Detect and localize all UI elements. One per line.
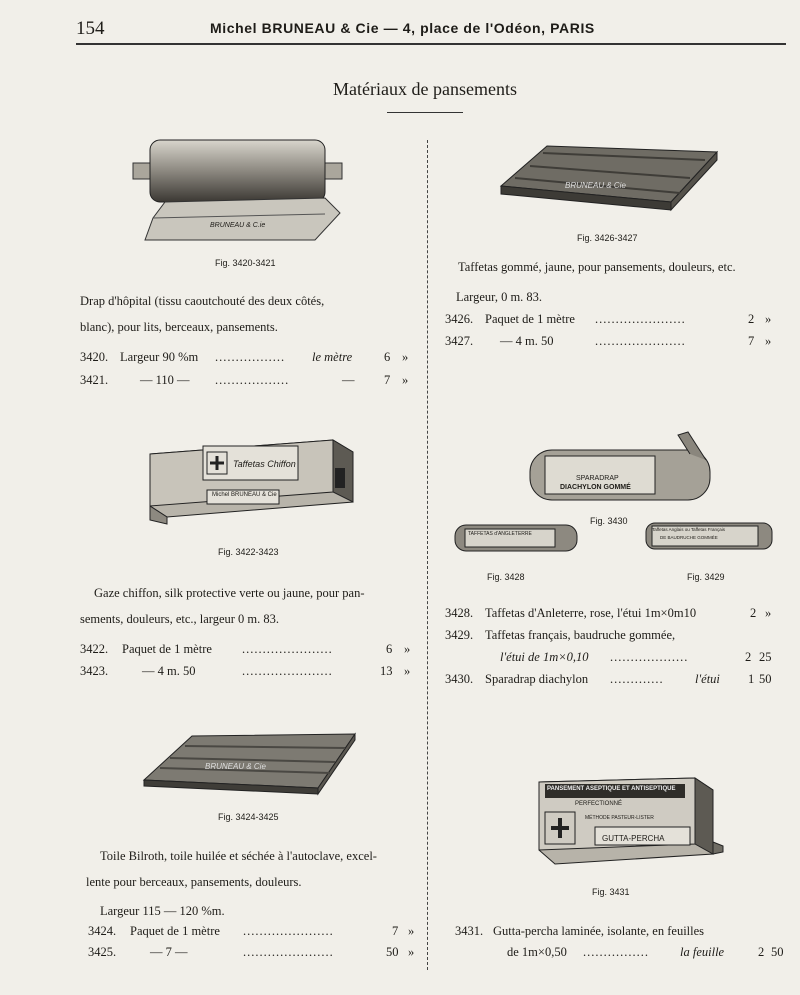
item-price: 6 [386,642,393,656]
item-number: 3430. [445,672,474,686]
desc-line: Gaze chiffon, silk protective verte ou jaune, pour pan- [94,586,365,600]
item-price: 6 [384,350,391,364]
price-mark: » [404,664,411,678]
item-label: — 4 m. 50 [142,664,196,678]
width-line: Largeur 115 — 120 %m. [100,904,225,918]
item-price: 2 [748,312,755,326]
tube-label: DIACHYLON GOMMÉ [560,484,631,491]
price-row [445,606,785,628]
leader-dots: ............. [610,672,664,686]
price-mark: » [402,350,409,364]
item-unit: le mètre [312,350,353,364]
leader-dots: ...................... [595,334,686,348]
price-row [445,650,785,672]
page-number: 154 [76,18,105,39]
fig-caption: Fig. 3422-3423 [218,547,279,557]
item-price: 50 [386,945,399,959]
desc-line: sements, douleurs, etc., largeur 0 m. 83. [80,612,280,626]
price-row [455,945,795,967]
price-mark: 25 [759,650,772,664]
item-label: Taffetas d'Anleterre, rose, l'étui 1m×0m10 [485,606,697,620]
item-number: 3422. [80,642,109,656]
item-label: Paquet de 1 mètre [485,312,575,326]
title-rule [387,112,463,113]
item-label: Sparadrap diachylon [485,672,589,686]
box-maker: Michel BRUNEAU & Cie [212,492,277,498]
item-number: 3431. [455,924,484,938]
item-number: 3421. [80,373,109,387]
header-rule [76,43,786,45]
price-row [80,642,410,664]
price-row [445,312,785,334]
price-mark: » [402,373,409,387]
fig-caption: Fig. 3426-3427 [577,233,638,243]
fig-stamp: BRUNEAU & C.ie [210,222,266,229]
fig-caption: Fig. 3431 [592,887,630,897]
fig-caption: Fig. 3428 [487,572,525,582]
leader-dots: ...................... [242,664,333,678]
item-label: de 1m×0,50 [507,945,567,959]
box-label: MÉTHODE PASTEUR-LISTER [585,815,654,821]
price-row [88,924,418,946]
leader-dots: ...................... [243,924,334,938]
price-mark: » [404,642,411,656]
item-label: — 7 — [150,945,188,959]
page-title: Matériaux de pansements [333,79,517,99]
desc-line: Toile Bilroth, toile huilée et séchée à l'autoclave, excel- [100,849,377,863]
tube-label: TAFFETAS d'ANGLETERRE [468,531,532,537]
fig-caption: Fig. 3424-3425 [218,812,279,822]
leader-dots: ...................... [242,642,333,656]
fig-caption: Fig. 3429 [687,572,725,582]
item-label: Largeur 90 %m [120,350,199,364]
leader-dots: ................. [215,350,286,364]
fig-stamp: BRUNEAU & Cie [205,762,266,771]
box-label: GUTTA-PERCHA [602,834,665,843]
desc-line: blanc), pour lits, berceaux, pansements. [80,320,278,334]
item-unit: la feuille [680,945,725,959]
fig-stack-illustration [495,138,725,218]
desc-line: lente pour berceaux, pansements, douleurs. [86,875,302,889]
leader-dots: ................... [610,650,689,664]
item-unit: — [342,373,355,387]
product-description [80,580,424,632]
desc-line: Drap d'hôpital (tissu caoutchouté des deux côtés, [80,294,325,308]
price-row [445,628,785,650]
item-price: 2 [745,650,752,664]
tube-label: SPARADRAP [576,475,619,482]
product-description [86,843,430,895]
item-label: — 4 m. 50 [500,334,554,348]
price-mark: » [765,606,772,620]
item-price: 13 [380,664,393,678]
leader-dots: .................. [215,373,290,387]
price-row [80,373,410,395]
price-row [80,350,410,372]
product-description: Taffetas gommé, jaune, pour pansements, douleurs, etc. [458,260,736,274]
price-mark: » [408,945,415,959]
item-number: 3425. [88,945,117,959]
item-price: 2 [750,606,757,620]
price-row [445,672,785,694]
price-mark: » [765,312,772,326]
item-label: Paquet de 1 mètre [122,642,212,656]
item-price: 1 [748,672,755,686]
box-label: PANSEMENT ASEPTIQUE ET ANTISEPTIQUE [547,786,676,792]
leader-dots: ...................... [243,945,334,959]
item-number: 3426. [445,312,474,326]
tube-label: Taffetas Anglais ou Taffetas Français [652,527,726,532]
fig-stamp: BRUNEAU & Cie [565,181,626,190]
price-mark: 50 [771,945,784,959]
price-row [88,945,418,967]
page-header: Michel BRUNEAU & Cie — 4, place de l'Odéon, PARIS [210,20,595,36]
item-label: l'étui de 1m×0,10 [500,650,589,664]
price-mark: » [408,924,415,938]
fig-caption: Fig. 3420-3421 [215,258,276,268]
item-number: 3423. [80,664,109,678]
item-number: 3427. [445,334,474,348]
item-number: 3424. [88,924,117,938]
price-row [445,334,785,356]
fig-roll-illustration [125,128,355,248]
item-number: 3429. [445,628,474,642]
width-line: Largeur, 0 m. 83. [456,290,543,304]
item-label: Gutta-percha laminée, isolante, en feuilles [493,924,705,938]
item-price: 7 [384,373,391,387]
item-price: 7 [748,334,755,348]
item-label: Paquet de 1 mètre [130,924,220,938]
price-mark: » [765,334,772,348]
fig-box-illustration [145,432,360,537]
item-label: — 110 — [140,373,190,387]
leader-dots: ...................... [595,312,686,326]
price-mark: 50 [759,672,772,686]
box-label: PERFECTIONNÉ [575,801,623,807]
product-description [80,288,405,340]
box-label: Taffetas Chiffon [233,459,296,469]
item-label: Taffetas français, baudruche gommée, [485,628,676,642]
leader-dots: ................ [583,945,649,959]
fig-caption: Fig. 3430 [590,516,628,526]
price-row [80,664,410,686]
item-price: 2 [758,945,765,959]
tube-label: DE BAUDRUCHE GOMMÉE [660,535,718,540]
item-unit: l'étui [695,672,720,686]
item-price: 7 [392,924,399,938]
item-number: 3428. [445,606,474,620]
price-row [455,924,785,946]
item-number: 3420. [80,350,109,364]
